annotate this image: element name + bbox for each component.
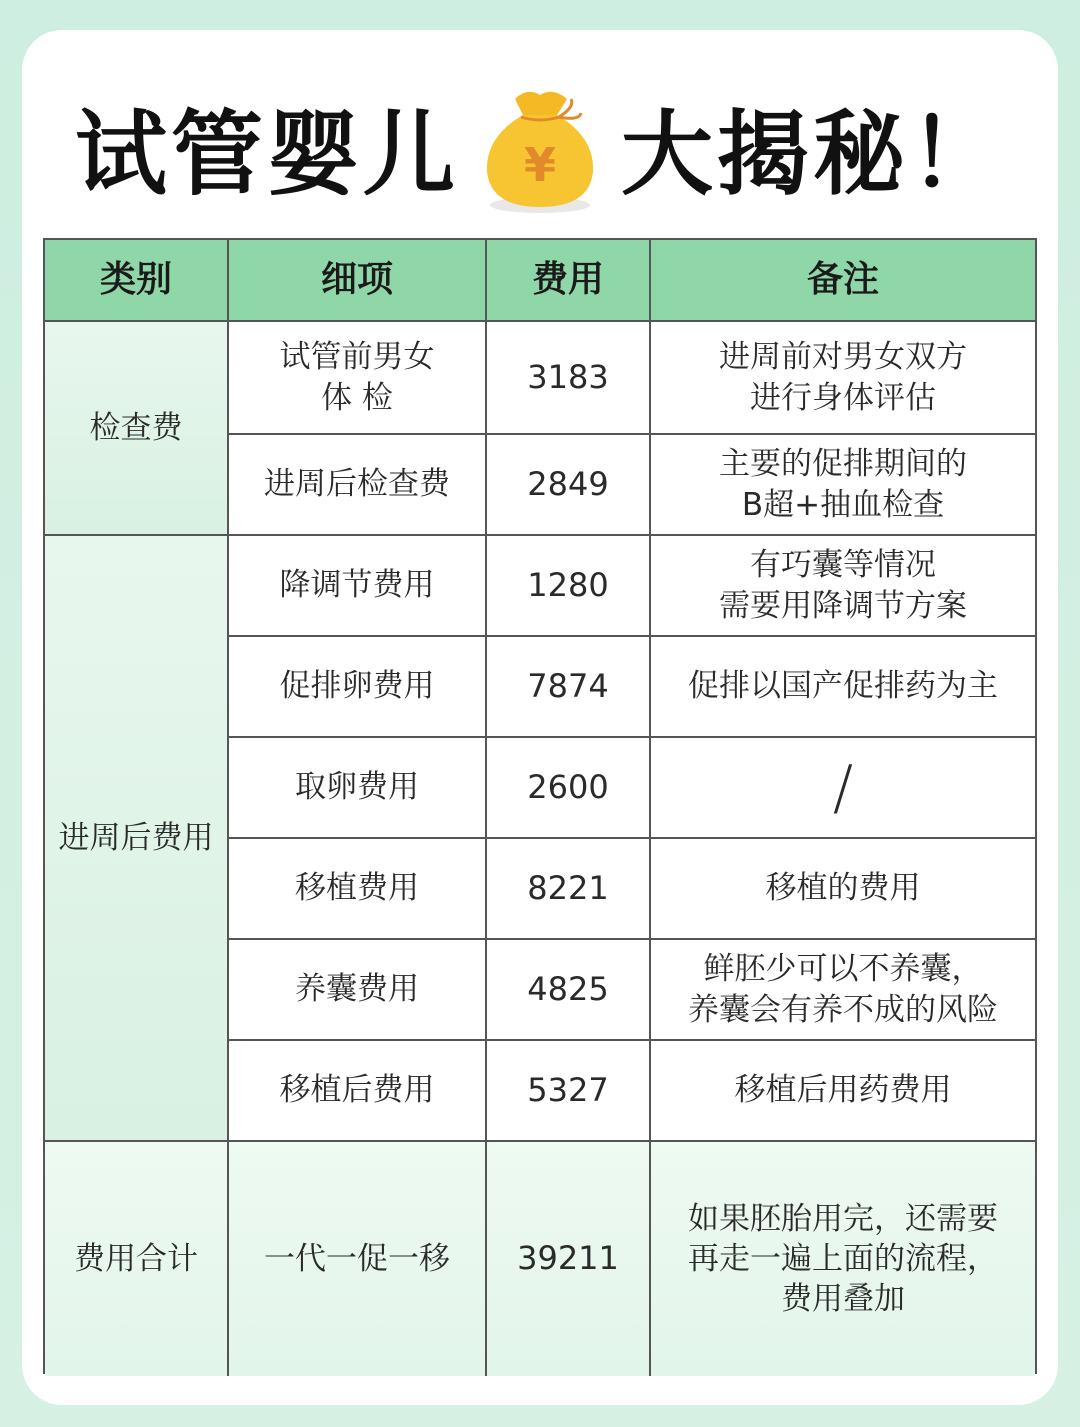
title-text-part1: 试管婴儿 (74, 100, 459, 208)
row-item: 进周后检查费 (229, 435, 487, 536)
row-item: 促排卵费用 (229, 637, 487, 738)
total-note: 如果胚胎用完，还需要 再走一遍上面的流程， 费用叠加 (651, 1142, 1035, 1376)
header-item: 细项 (229, 240, 487, 322)
row-cost: 7874 (487, 637, 651, 738)
row-cost: 1280 (487, 536, 651, 637)
row-note: 有巧囊等情况 需要用降调节方案 (651, 536, 1035, 637)
row-note: 鲜胚少可以不养囊， 养囊会有养不成的风险 (651, 940, 1035, 1041)
row-cost: 2849 (487, 435, 651, 536)
row-item: 试管前男女 体 检 (229, 322, 487, 435)
cost-table (43, 238, 1037, 1374)
row-cost: 4825 (487, 940, 651, 1041)
row-cost: 5327 (487, 1041, 651, 1142)
row-note: 促排以国产促排药为主 (651, 637, 1035, 738)
header-cost: 费用 (487, 240, 651, 322)
row-note: 进周前对男女双方 进行身体评估 (651, 322, 1035, 435)
money-bag-icon (475, 77, 605, 217)
row-item: 降调节费用 (229, 536, 487, 637)
page-title (0, 92, 1080, 217)
header-note: 备注 (651, 240, 1035, 322)
row-item: 移植后费用 (229, 1041, 487, 1142)
category-after-cycle: 进周后费用 (45, 536, 229, 1142)
row-cost: 3183 (487, 322, 651, 435)
category-total: 费用合计 (45, 1142, 229, 1376)
row-note: 移植后用药费用 (651, 1041, 1035, 1142)
row-note: 移植的费用 (651, 839, 1035, 940)
row-cost: 2600 (487, 738, 651, 839)
row-item: 养囊费用 (229, 940, 487, 1041)
row-note: 主要的促排期间的 B超+抽血检查 (651, 435, 1035, 536)
row-item: 移植费用 (229, 839, 487, 940)
total-cost: 39211 (487, 1142, 651, 1376)
row-note: / (651, 738, 1035, 839)
row-cost: 8221 (487, 839, 651, 940)
category-exam: 检查费 (45, 322, 229, 536)
total-item: 一代一促一移 (229, 1142, 487, 1376)
row-item: 取卵费用 (229, 738, 487, 839)
title-text-part2: 大揭秘！ (621, 100, 1006, 208)
header-category: 类别 (45, 240, 229, 322)
bag-symbol: ¥ (523, 137, 557, 192)
